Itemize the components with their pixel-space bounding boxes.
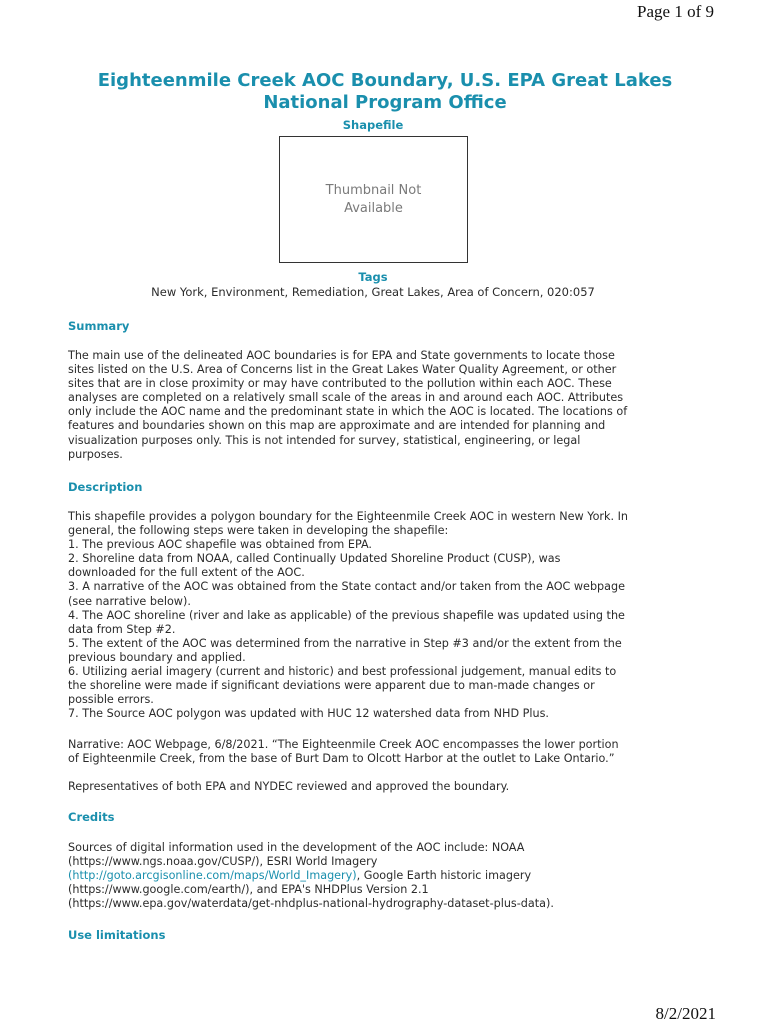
review-text: [68, 780, 668, 794]
credits-line: (https://www.ngs.noaa.gov/CUSP/), ESRI World Imagery: [68, 855, 378, 869]
description-line: 7. The Source AOC polygon was updated with HUC 12 watershed data from NHD Plus.: [68, 707, 549, 721]
summary-line: features and boundaries shown on this map are approximate and are intended for planning and: [68, 419, 606, 433]
tags-text: New York, Environment, Remediation, Great Lakes, Area of Concern, 020:057: [151, 285, 595, 299]
description-line: the shoreline were made if significant deviations were apparent due to man-made changes or: [68, 679, 595, 693]
description-line: downloaded for the full extent of the AOC.: [68, 566, 305, 580]
description-line: 4. The AOC shoreline (river and lake as applicable) of the previous shapefile was updated using the: [68, 608, 625, 622]
credits-line: (https://www.google.com/earth/), and EPA's NHDPlus Version 2.1: [68, 883, 429, 897]
description-line: 2. Shoreline data from NOAA, called Continually Updated Shoreline Product (CUSP), was: [68, 552, 561, 566]
summary-heading: Summary: [68, 319, 130, 333]
description-line: previous boundary and applied.: [68, 650, 246, 664]
credits-line: (https://www.epa.gov/waterdata/get-nhdplus-national-hydrography-dataset-plus-data).: [68, 897, 554, 911]
item-type-label: Shapefile: [342, 118, 404, 132]
summary-line: only include the AOC name and the predominant state in which the AOC is located. The locations of: [68, 405, 628, 419]
description-line: 1. The previous AOC shapefile was obtained from EPA.: [68, 538, 372, 552]
thumbnail-text-2: Available: [344, 200, 403, 216]
tags-heading: Tags: [358, 270, 388, 284]
print-date: 8/2/2021: [655, 1004, 716, 1023]
document-title: [68, 70, 702, 114]
use-limitations-heading: Use limitations: [68, 928, 166, 942]
narrative-text: [68, 738, 668, 766]
description-line: (see narrative below).: [68, 594, 191, 608]
summary-line: analyses are completed on a relatively small scale of the areas in and around each AOC. Attributes: [68, 391, 624, 405]
narrative-line: Narrative: AOC Webpage, 6/8/2021. “The Eighteenmile Creek AOC encompasses the lower portion: [68, 738, 619, 751]
title-line-2: National Program Office: [263, 92, 507, 113]
title-line-1: Eighteenmile Creek AOC Boundary, U.S. EPA Great Lakes: [97, 70, 673, 91]
description-text: [68, 510, 668, 721]
description-line: 5. The extent of the AOC was determined from the narrative in Step #3 and/or the extent from the: [68, 636, 622, 650]
description-line: This shapefile provides a polygon boundary for the Eighteenmile Creek AOC in western New York. In: [68, 510, 628, 523]
summary-line: sites that are in close proximity or may have contributed to the pollution within each AOC. These: [68, 377, 612, 391]
review-line: Representatives of both EPA and NYDEC reviewed and approved the boundary.: [68, 780, 510, 793]
description-heading: Description: [68, 480, 143, 494]
summary-line: sites listed on the U.S. Area of Concerns list in the Great Lakes Water Quality Agreement, or other: [68, 363, 617, 377]
page-number: Page 1 of 9: [637, 2, 714, 21]
credits-line: Sources of digital information used in the development of the AOC include: NOAA: [68, 841, 525, 854]
description-line: 3. A narrative of the AOC was obtained from the State contact and/or taken from the AOC webpage: [68, 580, 625, 594]
arcgis-link[interactable]: (http://goto.arcgisonline.com/maps/World_Imagery): [68, 869, 357, 883]
thumbnail-placeholder: [279, 136, 468, 263]
credits-line: [68, 869, 668, 883]
summary-line: visualization purposes only. This is not intended for survey, statistical, engineering, or legal: [68, 433, 581, 447]
credits-line-rest: , Google Earth historic imagery: [356, 869, 532, 883]
credits-heading: Credits: [68, 810, 115, 824]
summary-line: The main use of the delineated AOC boundaries is for EPA and State governments to locate those: [68, 349, 615, 362]
narrative-line: of Eighteenmile Creek, from the base of Burt Dam to Olcott Harbor at the outlet to Lake Ontario.”: [68, 752, 615, 766]
description-line: possible errors.: [68, 693, 154, 707]
description-line: general, the following steps were taken in developing the shapefile:: [68, 524, 449, 538]
summary-text: [68, 349, 668, 462]
summary-line: purposes.: [68, 447, 123, 461]
credits-text: [68, 841, 668, 911]
description-line: 6. Utilizing aerial imagery (current and historic) and best professional judgement, manual edits to: [68, 665, 617, 679]
description-line: data from Step #2.: [68, 622, 176, 636]
thumbnail-text-1: Thumbnail Not: [325, 182, 422, 198]
